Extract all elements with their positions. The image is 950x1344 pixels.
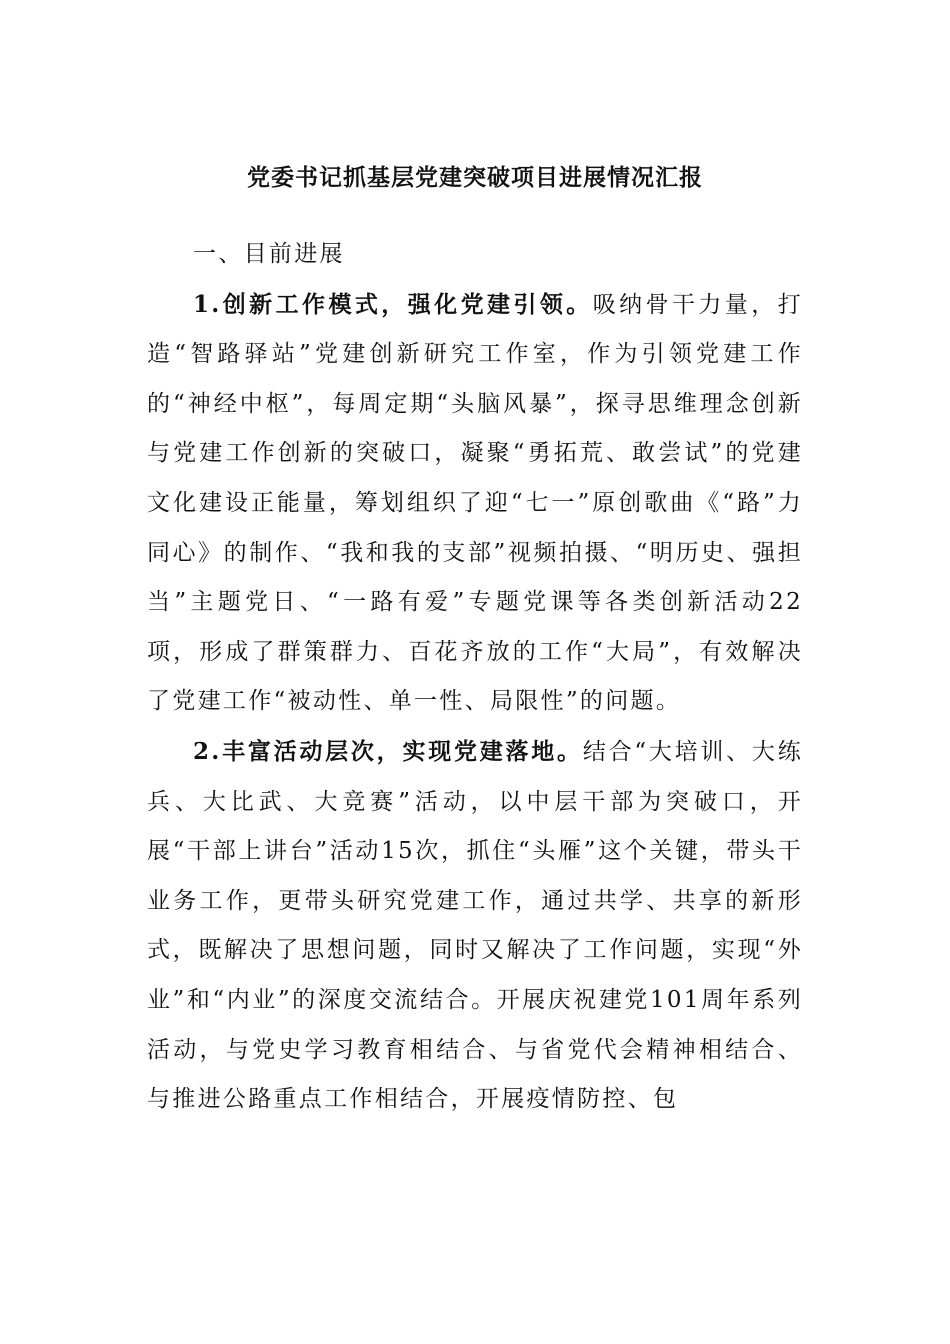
document-title: 党委书记抓基层党建突破项目进展情况汇报	[247, 164, 703, 191]
paragraph-2-text: 结合“大培训、大练兵、大比武、大竞赛”活动，以中层干部为突破口，开展“干部上讲台”活动15次，抓住“头雁”这个关键，带头干业务工作，更带头研究党建工作，通过共学、共享的新形式，既解决了思想问题，同时又解决了工作问题，实现“外业”和“内业”的深度交流结合。开展庆祝建党101周年系列活动，与党史学习教育相结合、与省党代会精神相结合、与推进公路重点工作相结合，开展疫情防控、包	[147, 738, 803, 1113]
paragraph-1	[147, 280, 803, 727]
paragraph-2-lead: 2.丰富活动层次，实现党建落地。	[193, 737, 583, 765]
paragraph-2	[147, 727, 803, 1125]
paragraph-1-text: 吸纳骨干力量，打造“智路驿站”党建创新研究工作室，作为引领党建工作的“神经中枢”，每周定期“头脑风暴”，探寻思维理念创新与党建工作创新的突破口，凝聚“勇拓荒、敢尝试”的党建文化建设正能量，筹划组织了迎“七一”原创歌曲《“路”力同心》的制作、“我和我的支部”视频拍摄、“明历史、强担当”主题党日、“一路有爱”专题党课等各类创新活动22项，形成了群策群力、百花齐放的工作“大局”，有效解决了党建工作“被动性、单一性、局限性”的问题。	[147, 291, 804, 715]
section-heading: 一、目前进展	[193, 241, 345, 267]
document-body	[147, 230, 803, 1125]
paragraph-1-lead: 1.创新工作模式，强化党建引领。	[193, 290, 593, 318]
